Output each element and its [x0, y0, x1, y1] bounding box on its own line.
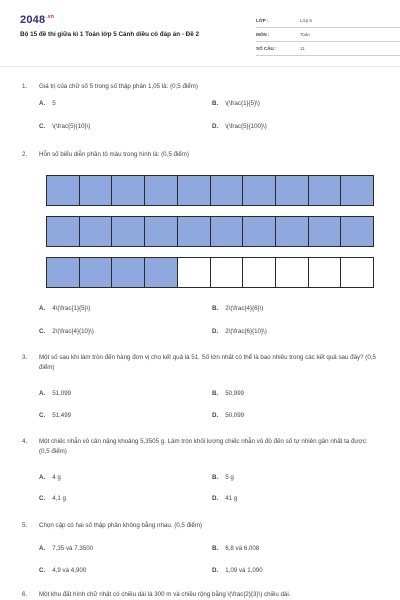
shaded-cell	[243, 176, 276, 205]
option-text: 4\(\frac{1}{5}\)	[52, 305, 91, 312]
q1-option-a[interactable]	[39, 100, 56, 107]
option-label: C.	[39, 328, 46, 335]
option-text: 5	[52, 100, 56, 107]
option-label: A.	[39, 100, 46, 107]
question-number: 4.	[22, 438, 28, 445]
option-label: B.	[212, 100, 219, 107]
empty-cell	[309, 258, 342, 287]
meta-row-subject	[256, 28, 400, 42]
option-text: 2\(\frac{6}{10}\)	[225, 328, 267, 335]
header-divider	[0, 66, 400, 67]
fraction-bar-3	[46, 257, 374, 288]
shaded-cell	[178, 176, 211, 205]
q1-option-d[interactable]	[212, 123, 267, 130]
question-text: Giá trị của chữ số 5 trong số thập phân 1,05 là: (0,5 điểm)	[39, 83, 198, 90]
meta-row-class	[256, 14, 400, 28]
option-text: 50,099	[225, 412, 245, 419]
fraction-bar-1	[46, 175, 374, 206]
q1-option-c[interactable]	[39, 123, 90, 130]
option-label: A.	[39, 305, 46, 312]
fraction-bar-2	[46, 216, 374, 247]
option-text: \(\frac{1}{5}\)	[225, 100, 260, 107]
option-text: 51,099	[52, 390, 72, 397]
meta-row-count	[256, 42, 400, 56]
option-text: \(\frac{5}{100}\)	[225, 123, 267, 130]
option-text: 2\(\frac{4}{10}\)	[52, 328, 94, 335]
q4-option-d[interactable]	[212, 495, 237, 502]
option-label: C.	[39, 123, 46, 130]
shaded-cell	[145, 176, 178, 205]
meta-table	[256, 14, 400, 56]
shaded-cell	[276, 217, 309, 246]
shaded-cell	[309, 176, 342, 205]
option-label: D.	[212, 123, 219, 130]
q5-option-a[interactable]	[39, 545, 93, 552]
shaded-cell	[112, 217, 145, 246]
shaded-cell	[80, 176, 113, 205]
q1-option-b[interactable]	[212, 100, 260, 107]
question-number: 1.	[22, 83, 28, 90]
shaded-cell	[47, 217, 80, 246]
option-label: A.	[39, 474, 46, 481]
shaded-cell	[309, 217, 342, 246]
site-logo[interactable]	[20, 14, 54, 26]
option-text: 6,8 và 6,008	[225, 545, 260, 552]
empty-cell	[243, 258, 276, 287]
shaded-cell	[80, 258, 113, 287]
q3-option-c[interactable]	[39, 412, 71, 419]
shaded-cell	[112, 176, 145, 205]
q2-option-b[interactable]	[212, 305, 263, 312]
q5-option-d[interactable]	[212, 567, 263, 574]
shaded-cell	[80, 217, 113, 246]
shaded-cell	[276, 176, 309, 205]
empty-cell	[178, 258, 211, 287]
question-number: 2.	[22, 151, 28, 158]
question-6	[22, 590, 378, 600]
option-text: \(\frac{5}{10}\)	[52, 123, 91, 130]
question-text: Một số sau khi làm tròn đến hàng đơn vị cho kết quả là 51. Số lớn nhất có thể là bao nhiêu trong các kết quả sau đây? (0,5 điểm)	[39, 354, 376, 371]
shaded-cell	[145, 258, 178, 287]
option-label: B.	[212, 474, 219, 481]
option-text: 51,499	[52, 412, 72, 419]
option-text: 4 g	[52, 474, 61, 481]
question-1	[22, 82, 378, 92]
option-label: B.	[212, 545, 219, 552]
meta-key: MÔN :	[256, 32, 270, 37]
option-label: A.	[39, 545, 46, 552]
option-text: 1,09 và 1,090	[225, 567, 263, 574]
empty-cell	[276, 258, 309, 287]
option-text: 4,9 và 4,900	[52, 567, 87, 574]
shaded-cell	[243, 217, 276, 246]
option-text: 7,35 và 7,3500	[52, 545, 94, 552]
question-text: Chọn cặp có hai số thập phân không bằng nhau. (0,5 điểm)	[39, 522, 203, 529]
q3-option-b[interactable]	[212, 390, 244, 397]
question-5	[22, 521, 378, 531]
meta-key: SỐ CÂU :	[256, 46, 277, 51]
shaded-cell	[47, 176, 80, 205]
option-label: D.	[212, 412, 219, 419]
meta-value: 11	[300, 46, 305, 51]
option-text: 2\(\frac{4}{6}\)	[225, 305, 264, 312]
option-text: 4,1 g	[52, 495, 66, 502]
question-text: Một khu đất hình chữ nhật có chiều dài là 300 m và chiều rộng bằng \(\frac{2}{3}\) chiều dài.	[39, 591, 291, 598]
shaded-cell	[341, 176, 373, 205]
option-label: D.	[212, 328, 219, 335]
question-number: 5.	[22, 522, 28, 529]
q3-option-d[interactable]	[212, 412, 244, 419]
shaded-cell	[145, 217, 178, 246]
shaded-cell	[112, 258, 145, 287]
option-label: A.	[39, 390, 46, 397]
question-number: 6.	[22, 591, 28, 598]
option-label: D.	[212, 495, 219, 502]
question-3	[22, 353, 378, 372]
question-text: Một chiếc nhẫn vỏ cân nặng khoảng 5,3505 g. Làm tròn khối lượng chiếc nhẫn vỏ đó đến số tự nhiên gần nhất ta được: (0,5 điểm)	[39, 438, 368, 455]
shaded-cell	[47, 258, 80, 287]
shaded-cell	[211, 217, 244, 246]
option-label: B.	[212, 390, 219, 397]
q2-option-d[interactable]	[212, 328, 267, 335]
question-text: Hỗn số biểu diễn phần tô màu trong hình là: (0,5 điểm)	[39, 151, 189, 158]
q5-option-b[interactable]	[212, 545, 259, 552]
document-header	[20, 12, 380, 64]
option-label: C.	[39, 567, 46, 574]
q4-option-a[interactable]	[39, 474, 61, 481]
option-label: B.	[212, 305, 219, 312]
shaded-cell	[211, 176, 244, 205]
logo-suffix: .vn	[46, 14, 55, 20]
q5-option-c[interactable]	[39, 567, 86, 574]
empty-cell	[211, 258, 244, 287]
q2-option-c[interactable]	[39, 328, 94, 335]
q4-option-b[interactable]	[212, 474, 234, 481]
shaded-cell	[178, 217, 211, 246]
question-2	[22, 150, 378, 160]
empty-cell	[341, 258, 373, 287]
meta-value: Toán	[300, 32, 310, 37]
option-text: 50,999	[225, 390, 245, 397]
option-label: C.	[39, 495, 46, 502]
option-label: C.	[39, 412, 46, 419]
shaded-cell	[341, 217, 373, 246]
document-title: Bộ 15 đề thi giữa kì 1 Toán lớp 5 Cánh diều có đáp án - Đề 2	[20, 31, 199, 38]
option-text: 5 g	[225, 474, 234, 481]
logo-text: 2048	[20, 14, 46, 26]
q4-option-c[interactable]	[39, 495, 66, 502]
meta-key: LỚP :	[256, 18, 269, 23]
option-label: D.	[212, 567, 219, 574]
meta-value: Lớp 5	[300, 18, 312, 23]
option-text: 41 g	[225, 495, 238, 502]
question-number: 3.	[22, 354, 28, 361]
q2-option-a[interactable]	[39, 305, 90, 312]
question-4	[22, 437, 378, 456]
q3-option-a[interactable]	[39, 390, 71, 397]
